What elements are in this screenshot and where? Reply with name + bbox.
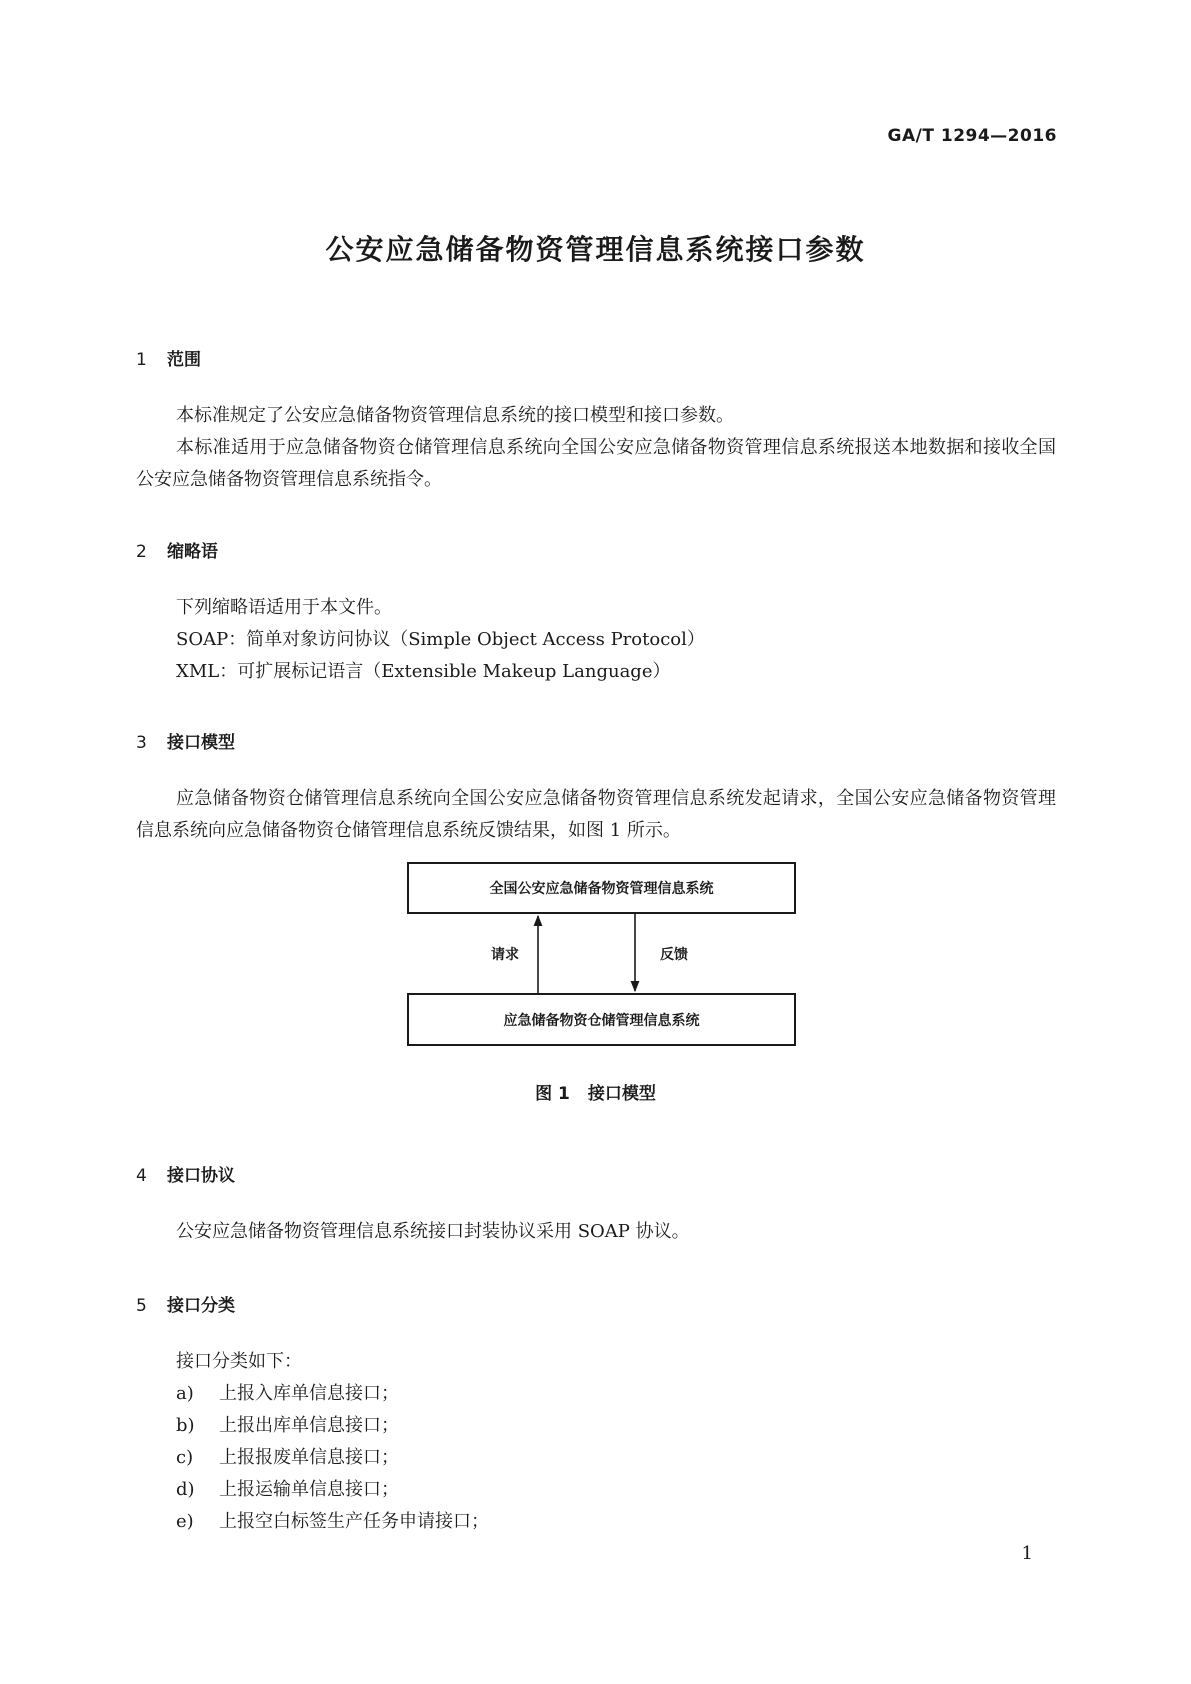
list-marker: a) [176,1383,194,1404]
list-item-text: 上报出库单信息接口； [219,1415,399,1436]
local-system-box: 应急储备物资仓储管理信息系统 [407,993,796,1046]
feedback-label: 反馈 [660,947,688,963]
section-title: 范围 [167,350,201,370]
list-item-text: 上报报废单信息接口； [219,1447,399,1468]
section-number: 2 [136,542,147,562]
abbreviation-intro: 下列缩略语适用于本文件。 [176,597,392,618]
section-4-paragraph: 公安应急储备物资管理信息系统接口封装协议采用 SOAP 协议。 [176,1221,690,1242]
section-5-heading [136,1291,235,1316]
document-title: 公安应急储备物资管理信息系统接口参数 [325,233,866,266]
section-1-paragraph-1: 本标准规定了公安应急储备物资管理信息系统的接口模型和接口参数。 [176,405,734,426]
list-item [176,1442,399,1474]
section-number: 5 [136,1296,147,1316]
figure-caption [0,1079,1191,1104]
section-title: 接口协议 [167,1166,235,1186]
standard-number: GA/T 1294—2016 [887,126,1057,146]
abbreviation-xml: XML：可扩展标记语言（Extensible Makeup Language） [176,661,671,682]
section-1-paragraph-2: 本标准适用于应急储备物资仓储管理信息系统向全国公安应急储备物资管理信息系统报送本地数据和接收全国公安应急储备物资管理信息系统指令。 [136,437,1056,490]
section-4-heading [136,1161,235,1186]
list-item-text: 上报入库单信息接口； [219,1383,399,1404]
figure-title: 接口模型 [587,1084,656,1104]
section-title: 接口模型 [167,733,235,753]
section-number: 4 [136,1166,147,1186]
list-item [176,1506,489,1538]
page-number: 1 [1021,1543,1033,1564]
section-number: 3 [136,733,147,753]
list-item [176,1474,399,1506]
list-marker: d) [176,1479,195,1500]
list-marker: e) [176,1511,194,1532]
section-number: 1 [136,350,147,370]
figure-number: 图 1 [535,1084,570,1104]
abbreviation-soap: SOAP：简单对象访问协议（Simple Object Access Protocol） [176,629,705,650]
list-item [176,1410,399,1442]
interface-list-intro: 接口分类如下： [176,1351,302,1372]
list-marker: b) [176,1415,195,1436]
list-item-text: 上报运输单信息接口； [219,1479,399,1500]
section-title: 缩略语 [167,542,218,562]
section-title: 接口分类 [167,1296,235,1316]
section-3-paragraph: 应急储备物资仓储管理信息系统向全国公安应急储备物资管理信息系统发起请求，全国公安应急储备物资管理信息系统向应急储备物资仓储管理信息系统反馈结果，如图 1 所示。 [136,788,1056,841]
list-marker: c) [176,1447,194,1468]
national-system-box: 全国公安应急储备物资管理信息系统 [407,862,796,914]
list-item-text: 上报空白标签生产任务申请接口； [219,1511,489,1532]
request-label: 请求 [491,947,519,963]
list-item [176,1378,399,1410]
